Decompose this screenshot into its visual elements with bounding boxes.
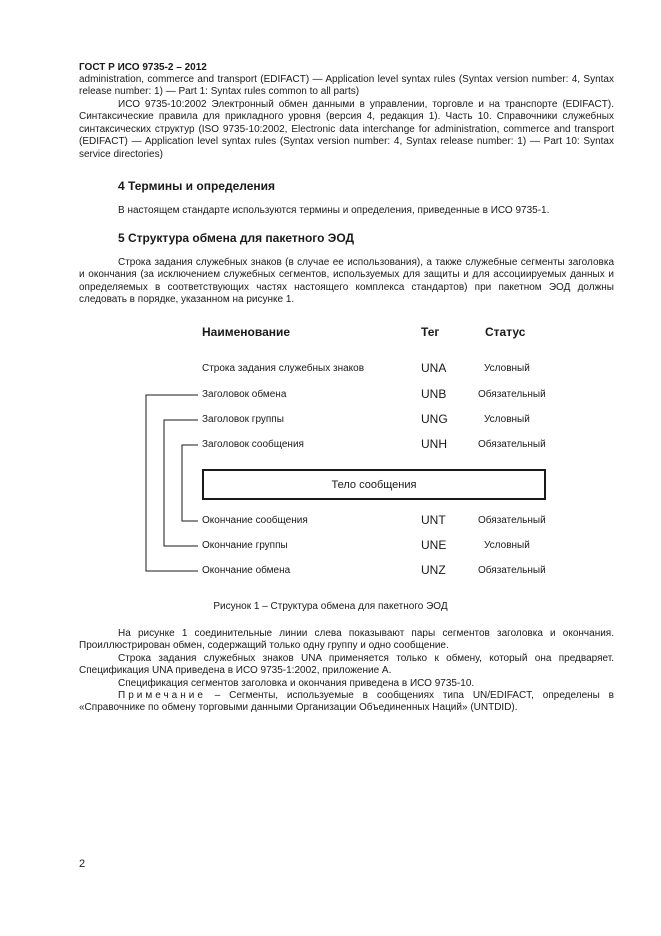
segment-name: Окончание группы bbox=[202, 540, 288, 551]
page-number: 2 bbox=[79, 858, 86, 870]
column-header-tag: Тег bbox=[421, 325, 440, 339]
segment-tag: UNH bbox=[421, 437, 447, 451]
paragraph-spec: Спецификация сегментов заголовка и окончания приведена в ИСО 9735-10. bbox=[118, 678, 475, 689]
segment-status: Обязательный bbox=[478, 515, 546, 526]
section-5-text: Строка задания служебных знаков (в случае ее использования), а также служебные сегменты заголовка и окончания (за исключением служебных сегментов, используемых для защиты и для ассоциируемых данных и определяемых в соответствующих частях настоящего комплекса стандартов) при пакетном ЭОД должны следовать в порядке, указанном на рисунке 1. bbox=[79, 257, 614, 306]
segment-name: Заголовок обмена bbox=[202, 389, 287, 400]
segment-name: Окончание сообщения bbox=[202, 515, 308, 526]
segment-tag: UNG bbox=[421, 412, 448, 426]
segment-status: Условный bbox=[484, 414, 530, 425]
column-header-name: Наименование bbox=[202, 325, 291, 339]
segment-tag: UNE bbox=[421, 538, 447, 552]
paragraph-una: Строка задания служебных знаков UNA применяется только к обмену, который она предваряет. Спецификация UNA приведена в ИСО 9735-1:2002, приложение А. bbox=[79, 653, 614, 677]
segment-tag: UNB bbox=[421, 387, 447, 401]
reference-continuation: administration, commerce and transport (EDIFACT) — Application level syntax rules (Syntax version number: 4, Syntax release number: 1) — Part 1: Syntax rules common to all parts) bbox=[79, 74, 614, 98]
document-header: ГОСТ Р ИСО 9735-2 – 2012 bbox=[79, 62, 207, 73]
message-body-label: Тело сообщения bbox=[331, 478, 417, 491]
connector-interchange bbox=[146, 395, 198, 571]
segment-status: Условный bbox=[484, 363, 530, 374]
segment-tag: UNT bbox=[421, 513, 446, 527]
note-paragraph bbox=[79, 690, 614, 715]
segment-status: Обязательный bbox=[478, 565, 546, 576]
reference-iso-9735-10: ИСО 9735-10:2002 Электронный обмен данными в управлении, торговле и на транспорте (EDIFACT). Синтаксические правила для прикладного уровня (версия 4, редакция 1). Часть 10. Справочники служебных синтаксических структур (ISO 9735-10:2002, Electronic data interchange for administration, commerce and transport (EDIFACT) — Application level syntax rules (Syntax version number: 4, Syntax release number: 1) — Part 10: Syntax service directories) bbox=[79, 99, 614, 160]
connector-message bbox=[182, 445, 198, 521]
figure-caption: Рисунок 1 – Структура обмена для пакетного ЭОД bbox=[213, 601, 448, 612]
segment-status: Обязательный bbox=[478, 439, 546, 450]
segment-name: Заголовок сообщения bbox=[202, 439, 304, 450]
segment-name: Заголовок группы bbox=[202, 414, 284, 425]
section-4-text: В настоящем стандарте используются термины и определения, приведенные в ИСО 9735-1. bbox=[118, 205, 550, 216]
segment-status: Условный bbox=[484, 540, 530, 551]
segment-status: Обязательный bbox=[478, 389, 546, 400]
segment-tag: UNZ bbox=[421, 563, 446, 577]
connector-group bbox=[164, 420, 198, 546]
segment-tag: UNA bbox=[421, 361, 447, 375]
note-text: – Сегменты, используемые в сообщениях типа UN/EDIFACT, определены в «Справочнике по обмену торговыми данными Организации Объединенных Наций» (UNTDID). bbox=[79, 690, 614, 714]
column-header-status: Статус bbox=[485, 325, 526, 339]
note-label: Примечание bbox=[118, 690, 206, 701]
segment-name: Строка задания служебных знаков bbox=[202, 363, 365, 374]
segment-name: Окончание обмена bbox=[202, 565, 291, 576]
section-4-heading: 4 Термины и определения bbox=[118, 179, 276, 193]
section-5-heading: 5 Структура обмена для пакетного ЭОД bbox=[118, 231, 355, 245]
paragraph-lines-explanation: На рисунке 1 соединительные линии слева показывают пары сегментов заголовка и окончания. Проиллюстрирован обмен, содержащий только одну группу и одно сообщение. bbox=[79, 628, 614, 652]
